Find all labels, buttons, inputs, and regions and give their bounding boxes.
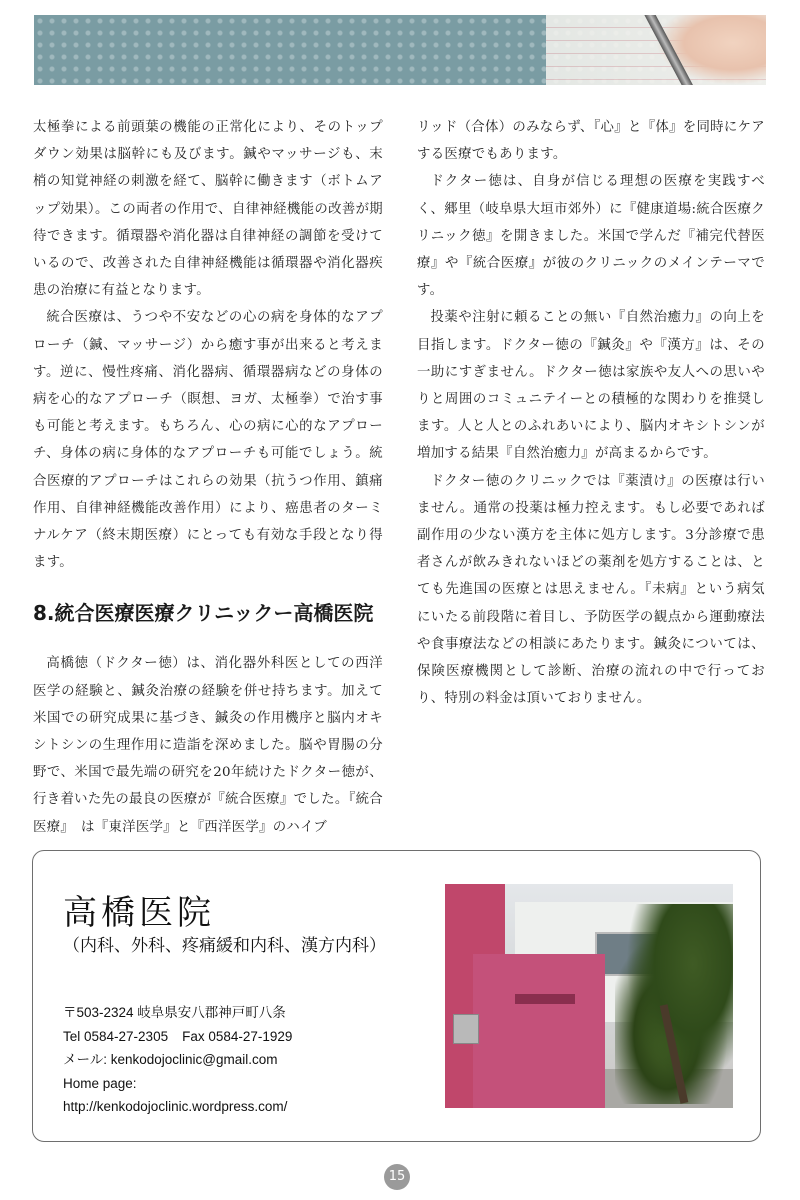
- section-title: 8.統合医療医療クリニックー高橋医院: [33, 601, 374, 626]
- clinic-fax: Fax 0584-27-1929: [182, 1028, 293, 1044]
- header-banner: [34, 15, 766, 85]
- clinic-phone-fax: [63, 1025, 292, 1049]
- clinic-tel: Tel 0584-27-2305: [63, 1028, 169, 1044]
- paragraph: 投薬や注射に頼ることの無い『自然治癒力』の向上を目指します。ドクター徳の『鍼灸』や『漢方』は、その一助にすぎません。ドクター徳は家族や友人への思いやりと周囲のコミュニテイーとの積極的な関わりを推奨します。人と人とのふれあいにより、脳内オキシトシンが増加する結果『自然治癒力』が高まるからです。: [417, 310, 765, 462]
- clinic-address: 〒503-2324 岐阜県安八郡神戸町八条: [63, 1005, 286, 1020]
- clinic-building-photo: [445, 884, 733, 1108]
- article-column-right: [417, 114, 765, 712]
- paragraph: 高橋徳（ドクター徳）は、消化器外科医としての西洋医学の経験と、鍼灸治療の経験を併せ持ちます。加えて米国での研究成果に基づき、鍼灸の作用機序と脳内オキシトシンの生理作用に造詣を深めました。脳や胃腸の分野で、米国で最先端の研究を20年続けたドクター徳が、行き着いた先の最良の医療が『統合医療』でした。『統合医療』 は『東洋医学』と『西洋医学』のハイブ: [33, 656, 383, 835]
- intercom-panel: [453, 1014, 479, 1044]
- clinic-email[interactable]: メール: kenkodojoclinic@gmail.com: [63, 1052, 278, 1067]
- clinic-departments: （内科、外科、疼痛緩和内科、漢方内科）: [63, 936, 386, 956]
- paragraph: リッド（合体）のみならず、『心』と『体』を同時にケアする医療でもあります。: [417, 120, 765, 163]
- paragraph: ドクター徳のクリニックでは『薬漬け』の医療は行いません。通常の投薬は極力控えます。もし必要であれば副作用の少ない漢方を主体に処方します。3分診療で患者さんが飲みきれないほどの薬剤を処方することは、とても先進国の医療とは思えません。『未病』という病気にいたる前段階に着目し、予防医学の観点から運動療法や食事療法などの相談にあたります。鍼灸については、保険医療機関として診断、治療の流れの中で行っており、特別の料金は頂いておりません。: [417, 473, 765, 707]
- clinic-info-box: [32, 850, 761, 1142]
- page-number: 15: [384, 1164, 410, 1190]
- clinic-name: 高橋医院: [63, 893, 215, 933]
- paragraph: 太極拳による前頭葉の機能の正常化により、そのトップダウン効果は脳幹にも及びます。鍼やマッサージも、末梢の知覚神経の刺激を経て、脳幹に働きます（ボトムアップ効果）。この両者の作用で、自律神経機能の改善が期待できます。循環器や消化器は自律神経の調節を受けているので、改善された自律神経機能は循環器や消化器疾患の治療に有益となります。: [33, 120, 383, 299]
- clinic-sign: [515, 994, 575, 1004]
- paragraph: ドクター徳は、自身が信じる理想の医療を実践すべく、郷里（岐阜県大垣市郊外）に『健康道場:統合医療クリニック徳』を開きました。米国で学んだ『補完代替医療』や『統合医療』が彼のクリニックのメインテーマです。: [417, 174, 765, 299]
- clinic-homepage-label: Home page:: [63, 1075, 137, 1091]
- paragraph: 統合医療は、うつや不安などの心の病を身体的なアプローチ（鍼、マッサージ）から癒す事が出来ると考えます。逆に、慢性疼痛、消化器病、循環器病などの身体の病を心的なアプローチ（瞑想、ヨガ、太極拳）で治す事も可能と考えます。もちろん、心の病に心的なアプローチ、身体の病に身体的なアプローチも可能でしょう。統合医療的アプローチはこれらの効果（抗うつ作用、鎮痛作用、自律神経機能改善作用）により、癌患者のターミナルケア（終末期医療）にとっても有効な手段となり得ます。: [33, 310, 383, 571]
- clinic-contact: [63, 1001, 292, 1119]
- clinic-homepage-link[interactable]: http://kenkodojoclinic.wordpress.com/: [63, 1099, 288, 1114]
- article-column-left: [33, 114, 383, 841]
